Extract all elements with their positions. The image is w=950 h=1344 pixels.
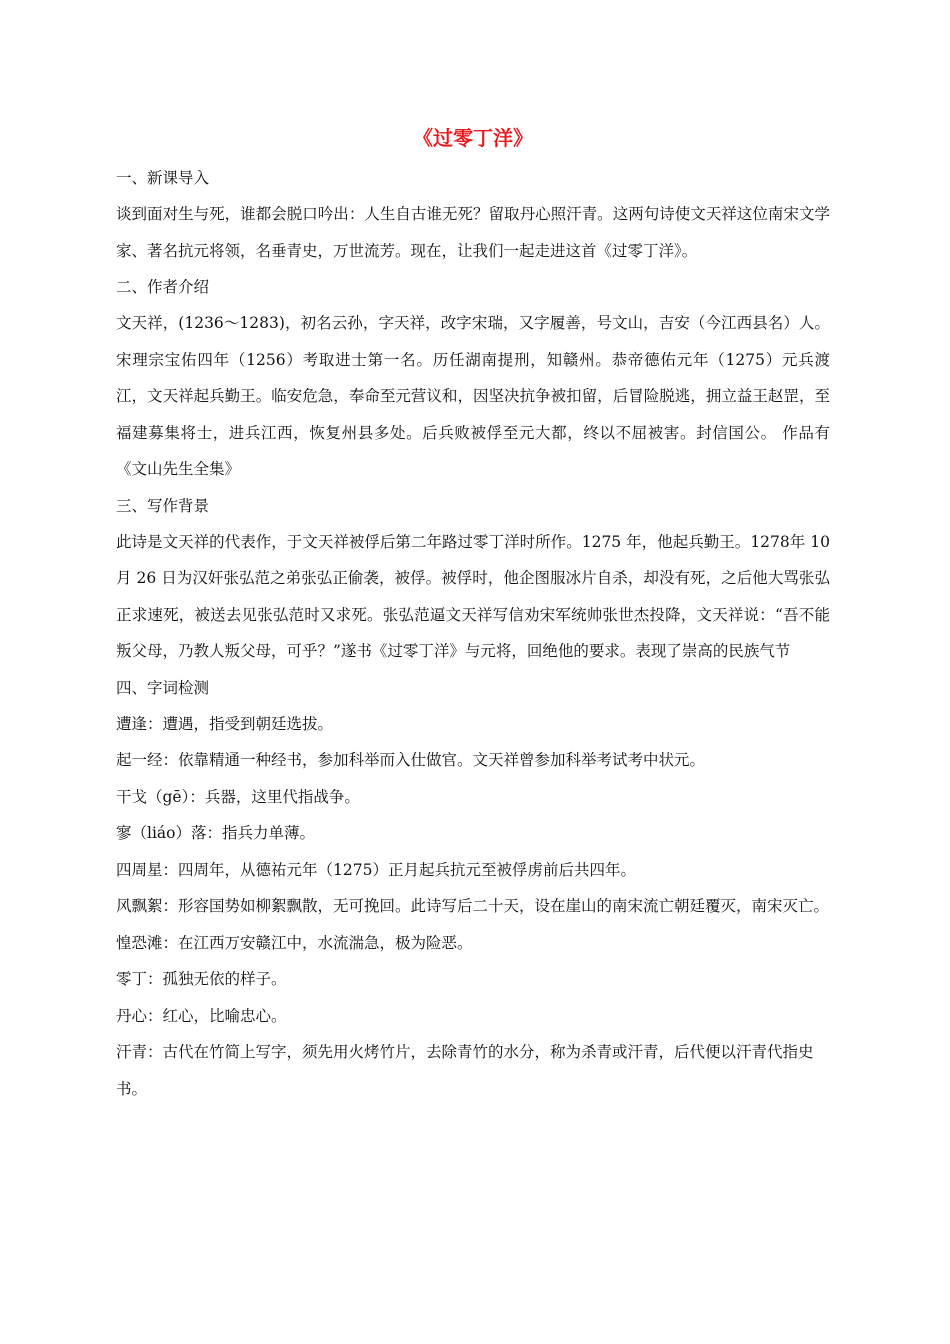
vocab-entry: 四周星：四周年，从德祐元年（1275）正月起兵抗元至被俘虏前后共四年。 <box>116 860 636 879</box>
section-heading: 三、写作背景 <box>116 496 210 515</box>
background-paragraph: 此诗是文天祥的代表作，于文天祥被俘后第二年路过零丁洋时所作。1275 年，他起兵勤王。1278年 10 月 26 日为汉奸张弘范之弟张弘正偷袭，被俘。被俘时，他企图服冰片自杀，却没有死，之后他大骂张弘正求速死，被送去见张弘范时又求死。张弘范逼文天祥写信劝宋军统帅张世杰投降，文天祥说：“吾不能叛父母，乃教人叛父母，可乎？”遂书《过零丁洋》与元将，回绝他的要求。表现了崇高的民族气节 <box>116 532 830 660</box>
intro-paragraph: 谈到面对生与死，谁都会脱口吟出：人生自古谁无死？留取丹心照汗青。这两句诗使文天祥这位南宋文学家、著名抗元将领，名垂青史，万世流芳。现在，让我们一起走进这首《过零丁洋》。 <box>116 205 830 260</box>
section-intro <box>116 160 830 269</box>
vocab-entry: 干戈（gē）：兵器，这里代指战争。 <box>116 787 360 806</box>
section-background <box>116 488 830 670</box>
vocab-entry: 汗青：古代在竹简上写字，须先用火烤竹片，去除青竹的水分，称为杀青或汗青，后代便以汗青代指史书。 <box>116 1043 814 1098</box>
document-title: 《过零丁洋》 <box>413 126 533 150</box>
vocab-entry: 寥（liáo）落：指兵力单薄。 <box>116 824 315 842</box>
section-author <box>116 269 830 488</box>
vocab-entry: 起一经：依靠精通一种经书，参加科举而入仕做官。文天祥曾参加科举考试考中状元。 <box>116 751 706 769</box>
author-paragraph: 文天祥，(1236～1283)，初名云孙，字天祥，改字宋瑞，又字履善，号文山，吉安（今江西县名）人。 宋理宗宝佑四年（1256）考取进士第一名。历任湖南提刑，知赣州。恭帝德佑元年（1275）元兵渡江，文天祥起兵勤王。临安危急，奉命至元营议和，因坚决抗争被扣留，后冒险脱逃，拥立益王赵罡，至福建募集将士，进兵江西，恢复州县多处。后兵败被俘至元大都，终以不屈被害。封信国公。 作品有《文山先生全集》 <box>116 314 830 478</box>
vocab-entry: 丹心：红心，比喻忠心。 <box>116 1006 287 1025</box>
vocab-entry: 惶恐滩：在江西万安赣江中，水流湍急，极为险恶。 <box>116 933 473 952</box>
section-vocabulary <box>116 670 830 1108</box>
section-heading: 二、作者介绍 <box>116 278 210 296</box>
section-heading: 四、字词检测 <box>116 678 210 697</box>
section-heading: 一、新课导入 <box>116 169 210 187</box>
vocab-entry: 风飘絮：形容国势如柳絮飘散，无可挽回。此诗写后二十天，设在崖山的南宋流亡朝廷覆灭，南宋灭亡。 <box>116 897 830 915</box>
vocab-entry: 遭逢：遭遇，指受到朝廷选拔。 <box>116 714 334 733</box>
vocab-entry: 零丁：孤独无依的样子。 <box>116 970 287 988</box>
